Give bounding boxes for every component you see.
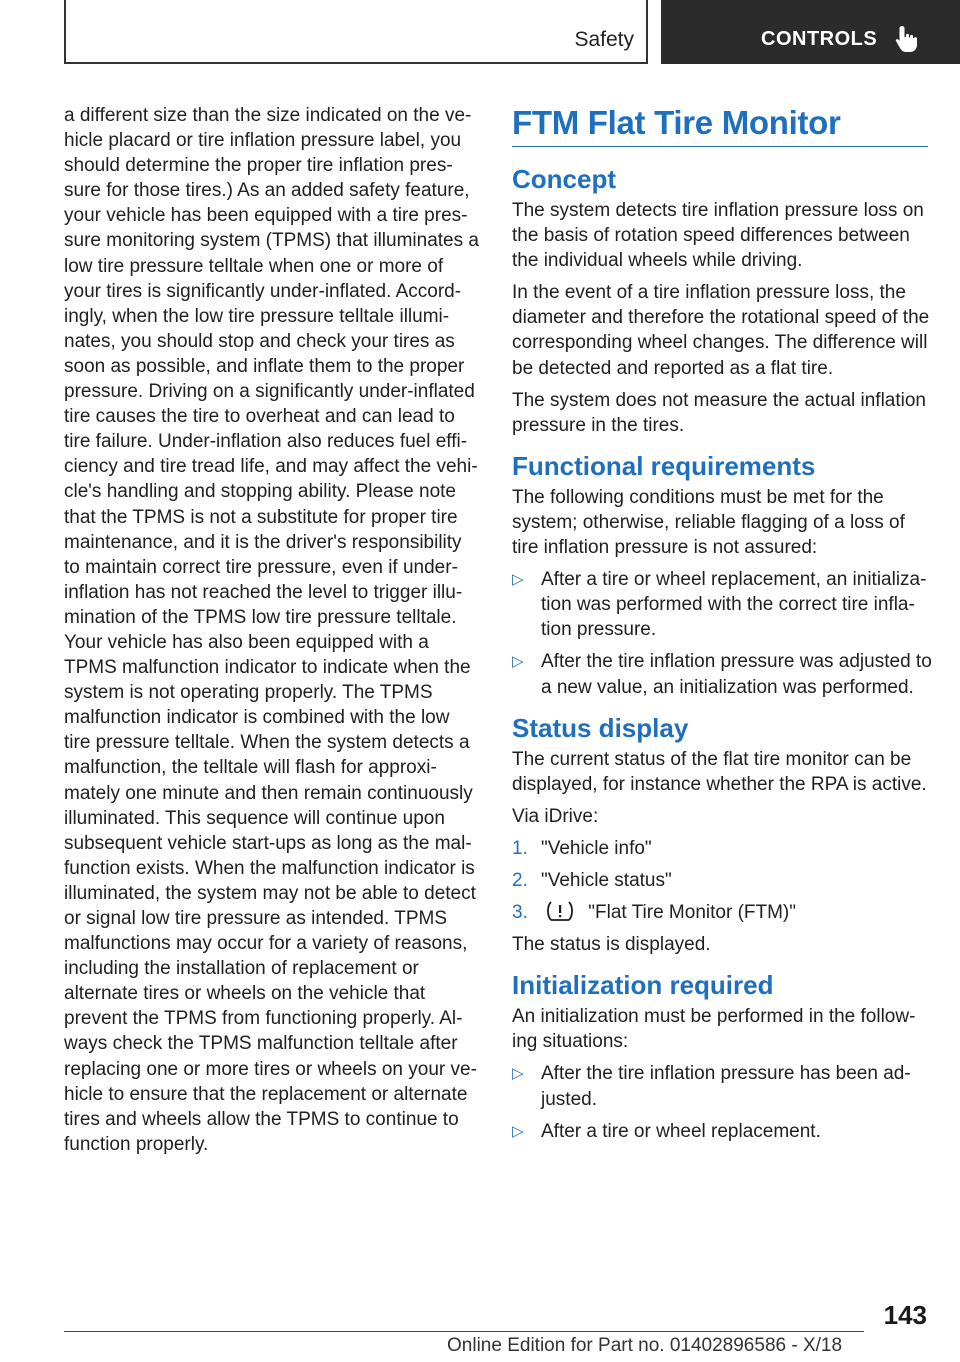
section-title: Safety <box>574 28 634 51</box>
heading-status-display: Status display <box>512 712 689 743</box>
status-paragraph-1: The current status of the flat tire monitor can be displayed, for instance whether the RPA is active. <box>512 748 927 795</box>
triangle-bullet-icon: ▷ <box>512 1122 524 1140</box>
functional-list <box>512 567 932 699</box>
concept-paragraph-3: The system does not measure the actual inflation pressure in the tires. <box>512 389 927 436</box>
status-paragraph-2: Via iDrive: <box>512 805 599 827</box>
status-paragraph-3: The status is displayed. <box>512 934 711 956</box>
chapter-title: CONTROLS <box>761 28 878 50</box>
concept-paragraph-1: The system detects tire inflation pressure loss on the basis of rotation speed differences between the individual wheels while driving. <box>512 200 924 272</box>
list-item-text: After a tire or wheel replacement, an initialization was performed with the correct tire inflation pressure. <box>541 569 927 641</box>
step-number: 1. <box>512 837 528 859</box>
page-number: 143 <box>883 1300 927 1330</box>
step-text: "Vehicle status" <box>541 869 672 891</box>
step-text: "Vehicle info" <box>541 837 652 859</box>
list-item <box>512 567 932 642</box>
init-paragraph: An initialization must be performed in the following situations: <box>512 1006 916 1053</box>
list-item-text: After the tire inflation pressure has been adjusted. <box>541 1063 911 1110</box>
header-chapter-box <box>661 0 960 64</box>
footer-edition-text: Online Edition for Part no. 01402896586 - X/18 <box>447 1335 843 1356</box>
list-item <box>512 1119 932 1144</box>
footer-divider <box>64 1331 864 1332</box>
step-text: "Flat Tire Monitor (FTM)" <box>588 902 797 924</box>
step-number: 3. <box>512 902 528 924</box>
concept-paragraph-2: In the event of a tire inflation pressure loss, the diameter and therefore the rotational speed of the corresponding wheel changes. The difference will be detected and reported as a flat tire. <box>512 282 930 379</box>
step-number: 2. <box>512 869 528 891</box>
hand-pointer-icon <box>893 24 919 54</box>
status-steps <box>512 836 932 925</box>
step-item <box>512 868 932 893</box>
functional-paragraph: The following conditions must be met for the system; otherwise, reliable flagging of a loss of tire inflation pressure is not assured: <box>512 486 905 559</box>
page-title: FTM Flat Tire Monitor <box>512 104 841 141</box>
header-section-box <box>64 0 648 64</box>
right-column <box>512 102 932 1151</box>
triangle-bullet-icon: ▷ <box>512 1065 524 1083</box>
list-item <box>512 1061 932 1111</box>
list-item-text: After the tire inflation pressure was adjusted to a new value, an initialization was performed. <box>541 651 932 698</box>
step-item <box>512 900 932 925</box>
heading-functional-requirements: Functional requirements <box>512 450 816 481</box>
heading-initialization-required: Initialization required <box>512 970 774 1001</box>
list-item <box>512 649 932 699</box>
triangle-bullet-icon: ▷ <box>512 653 524 671</box>
step-item <box>512 836 932 861</box>
tpms-warning-icon <box>545 900 575 922</box>
tpms-disclosure-text: a different size than the size indicated on the vehicle placard or tire inflation pressure label, you should determine the proper tire inflation pressure for those tires.) As an added safety feature, your vehicle has been equipped with a tire pressure monitoring system (TPMS) that illuminates a low tire pressure telltale when one or more of your tires is significantly under-inflated. Accordingly, when the low tire pressure telltale illuminates, you should stop and check your tires as soon as possible, and inflate them to the proper pressure. Driving on a significantly under-inflated tire causes the tire to overheat and can lead to tire failure. Under-inflation also reduces fuel efficiency and tire tread life, and may affect the vehicle's handling and stopping ability. Please note that the TPMS is not a substitute for proper tire maintenance, and it is the driver's responsibility to maintain correct tire pressure, even if under-inflation has not reached the level to trigger illumination of the TPMS low tire pressure telltale. Your vehicle has also been equipped with a TPMS malfunction indicator to indicate when the system is not operating properly. The TPMS malfunction indicator is combined with the low tire pressure telltale. When the system detects a malfunction, the telltale will flash for approximately one minute and then remain continuously illuminated. This sequence will continue upon subsequent vehicle start-ups as long as the malfunction exists. When the malfunction indicator is illuminated, the system may not be able to detect or signal low tire pressure as intended. TPMS malfunctions may occur for a variety of reasons, including the installation of replacement or alternate tires or wheels on the vehicle that prevent the TPMS from functioning properly. Always check the TPMS malfunction telltale after replacing one or more tires or wheels on your vehicle to ensure that the replacement or alternate tires and wheels allow the TPMS to continue to function properly. <box>64 105 479 1155</box>
heading-concept: Concept <box>512 164 616 194</box>
left-column <box>64 103 480 1157</box>
triangle-bullet-icon: ▷ <box>512 571 524 589</box>
init-list <box>512 1061 932 1143</box>
list-item-text: After a tire or wheel replacement. <box>541 1120 821 1142</box>
title-divider <box>512 146 928 147</box>
